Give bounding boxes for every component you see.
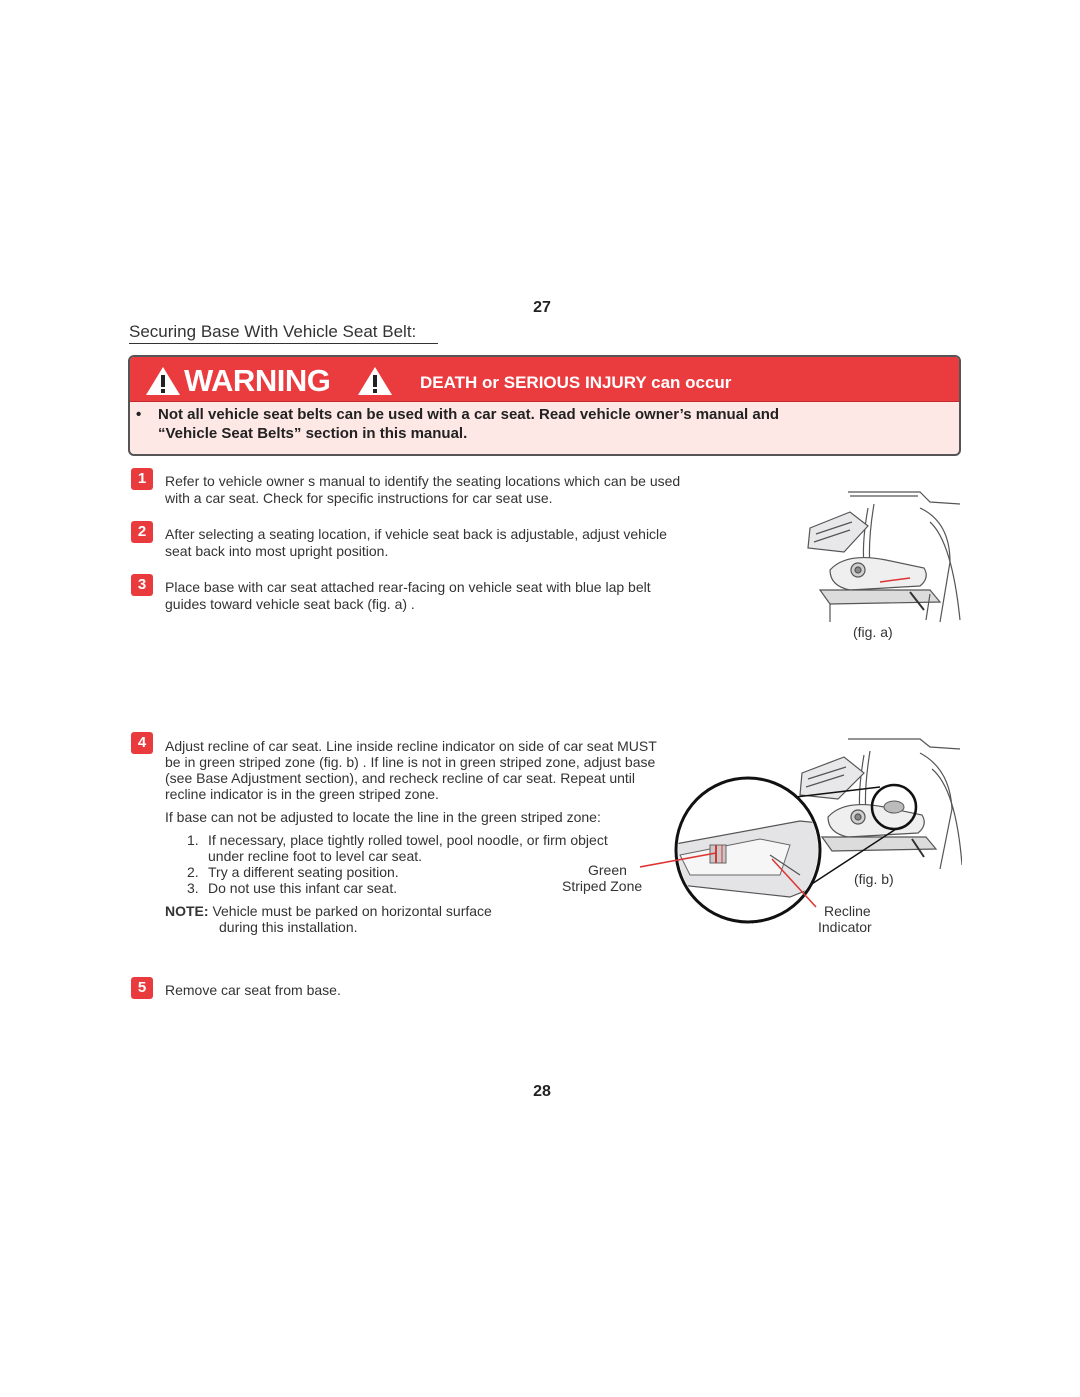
page-number-bottom: 28 — [533, 1083, 551, 1100]
fig-b-caption: (fig. b) — [854, 871, 894, 887]
warning-header — [130, 357, 959, 402]
step-3-text: Place base with car seat attached rear-facing on vehicle seat with blue lap belt guides toward vehicle seat back (fig. a) . — [165, 579, 651, 612]
warning-line-2: “Vehicle Seat Belts” section in this manual. — [158, 425, 468, 442]
warning-body — [136, 405, 919, 443]
figure-b-recline-indicator-illustration — [640, 725, 962, 935]
list-item: 2. Try a different seating position. — [187, 864, 399, 880]
step-number-badge: 4 — [131, 732, 153, 754]
warning-triangle-icon — [144, 365, 182, 397]
page-number-top: 27 — [533, 299, 551, 316]
list-item: 1. If necessary, place tightly rolled towel, pool noodle, or firm object under recline foot to level car seat. — [187, 832, 608, 864]
figure-a-car-seat-illustration — [790, 482, 962, 626]
warning-box — [128, 355, 961, 456]
warning-line-1: Not all vehicle seat belts can be used with a car seat. Read vehicle owner’s manual and — [158, 406, 780, 423]
note: NOTE: Vehicle must be parked on horizontal surface — [165, 903, 492, 919]
step-4-intro: If base can not be adjusted to locate the line in the green striped zone: — [165, 809, 601, 825]
step-4-text: Adjust recline of car seat. Line inside recline indicator on side of car seat MUST be in green striped zone (fig. b) . If line is not in green striped zone, adjust base (see Base Adjustment section), and recheck recline of car seat. Repeat until recline indicator is in the green striped zone. — [165, 738, 657, 802]
warning-triangle-icon — [356, 365, 394, 397]
recline-label: Recline — [824, 903, 871, 919]
step-5-text: Remove car seat from base. — [165, 982, 341, 998]
fig-a-caption: (fig. a) — [853, 624, 893, 640]
step-number-badge: 5 — [131, 977, 153, 999]
green-label: Green — [588, 862, 627, 878]
section-title: Securing Base With Vehicle Seat Belt: — [129, 322, 438, 342]
step-number-badge: 3 — [131, 574, 153, 596]
step-2-text: After selecting a seating location, if vehicle seat back is adjustable, adjust vehicle seat back into most upright position. — [165, 526, 667, 559]
warning-subtitle: DEATH or SERIOUS INJURY can occur — [420, 373, 732, 392]
indicator-label: Indicator — [818, 919, 872, 935]
bullet-icon: • — [136, 406, 142, 423]
note-line-2: during this installation. — [219, 919, 358, 935]
step-number-badge: 1 — [131, 468, 153, 490]
step-number-badge: 2 — [131, 521, 153, 543]
striped-zone-label: Striped Zone — [562, 878, 643, 894]
warning-title: WARNING — [184, 363, 331, 398]
step-1-text: Refer to vehicle owner s manual to identify the seating locations which can be used with a car seat. Check for specific instructions for car seat use. — [165, 473, 681, 506]
list-item: 3. Do not use this infant car seat. — [187, 880, 398, 896]
